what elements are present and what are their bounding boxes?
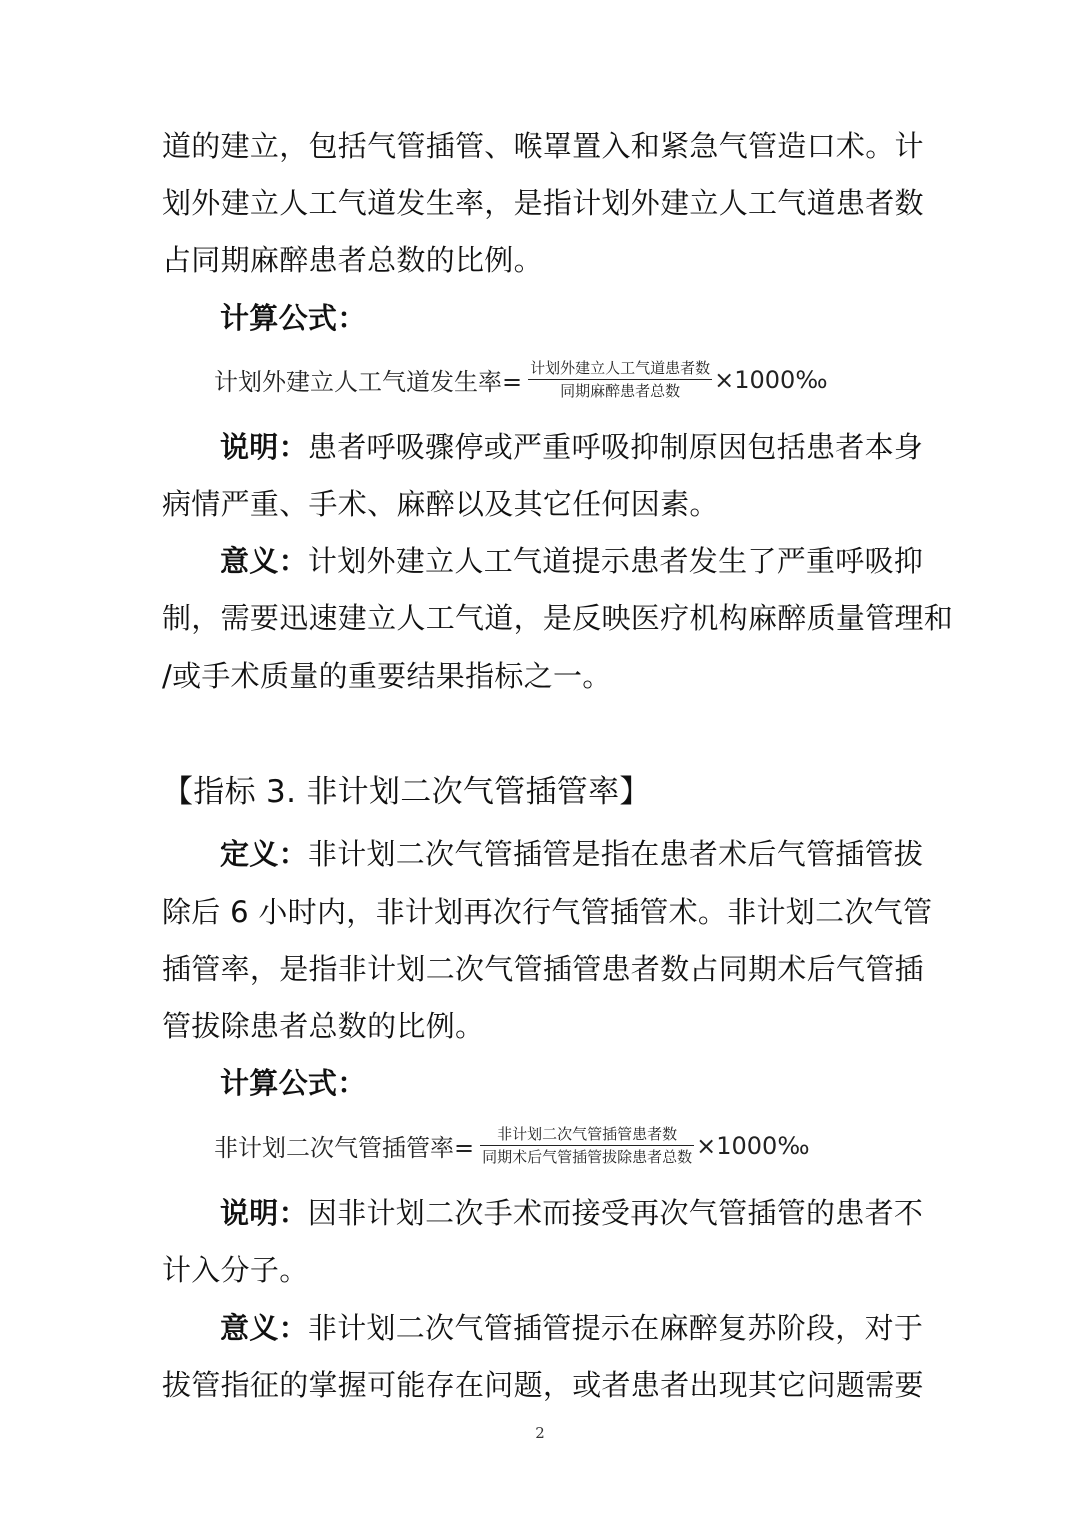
note-label: 说明：: [220, 1196, 308, 1230]
formula-denominator: 同期麻醉患者总数: [560, 382, 681, 400]
note-text: 患者呼吸骤停或严重呼吸抑制原因包括患者本身: [307, 430, 924, 464]
significance-label: 意义：: [220, 544, 308, 578]
significance-line: /或手术质量的重要结果指标之一。: [162, 659, 612, 693]
significance-text: 非计划二次气管插管提示在麻醉复苏阶段，对于: [307, 1311, 924, 1345]
note-line: 病情严重、手术、麻醉以及其它任何因素。: [162, 487, 719, 521]
note-text: 因非计划二次手术而接受再次气管插管的患者不: [307, 1196, 924, 1230]
definition-label: 定义：: [220, 837, 308, 871]
note-line: [220, 427, 922, 467]
formula-denominator: 同期术后气管插管拔除患者总数: [482, 1148, 693, 1166]
formula-heading: 计算公式：: [220, 301, 367, 335]
fraction-bar: [528, 379, 712, 380]
formula-numerator: 非计划二次气管插管患者数: [497, 1125, 678, 1143]
fraction-bar: [480, 1145, 694, 1146]
significance-line: 拔管指征的掌握可能存在问题，或者患者出现其它问题需要: [162, 1368, 924, 1402]
page-number: 2: [535, 1424, 545, 1442]
body-line: 道的建立，包括气管插管、喉罩置入和紧急气管造口术。计: [162, 129, 924, 163]
formula-numerator: 计划外建立人工气道患者数: [530, 359, 711, 377]
formula-fraction: [480, 1124, 694, 1167]
formula-multiplier: ×1000‰: [696, 1131, 810, 1160]
significance-line: 制，需要迅速建立人工气道，是反映医疗机构麻醉质量管理和: [162, 601, 954, 635]
definition-line: 除后 6 小时内，非计划再次行气管插管术。非计划二次气管: [162, 895, 933, 929]
significance-line: [220, 541, 922, 581]
formula-heading: 计算公式：: [220, 1066, 367, 1100]
significance-label: 意义：: [220, 1311, 308, 1345]
significance-line: [220, 1308, 922, 1348]
formula-fraction: [528, 358, 712, 401]
definition-line: 管拔除患者总数的比例。: [162, 1009, 485, 1043]
note-label: 说明：: [220, 430, 308, 464]
body-line: 占同期麻醉患者总数的比例。: [162, 243, 543, 277]
formula-reintubation: [214, 1124, 810, 1167]
formula-multiplier: ×1000‰: [714, 365, 828, 394]
definition-line: 插管率，是指非计划二次气管插管患者数占同期术后气管插: [162, 952, 924, 986]
formula-unplanned-airway: [214, 358, 828, 401]
formula-lhs: 非计划二次气管插管率=: [214, 1134, 475, 1162]
definition-text: 非计划二次气管插管是指在患者术后气管插管拔: [307, 837, 924, 871]
definition-line: [220, 834, 922, 874]
note-line: 计入分子。: [162, 1253, 309, 1287]
body-line: 划外建立人工气道发生率，是指计划外建立人工气道患者数: [162, 186, 924, 220]
significance-text: 计划外建立人工气道提示患者发生了严重呼吸抑: [307, 544, 924, 578]
formula-lhs: 计划外建立人工气道发生率=: [214, 368, 523, 396]
section-heading: 【指标 3. 非计划二次气管插管率】: [162, 774, 651, 810]
note-line: [220, 1193, 922, 1233]
